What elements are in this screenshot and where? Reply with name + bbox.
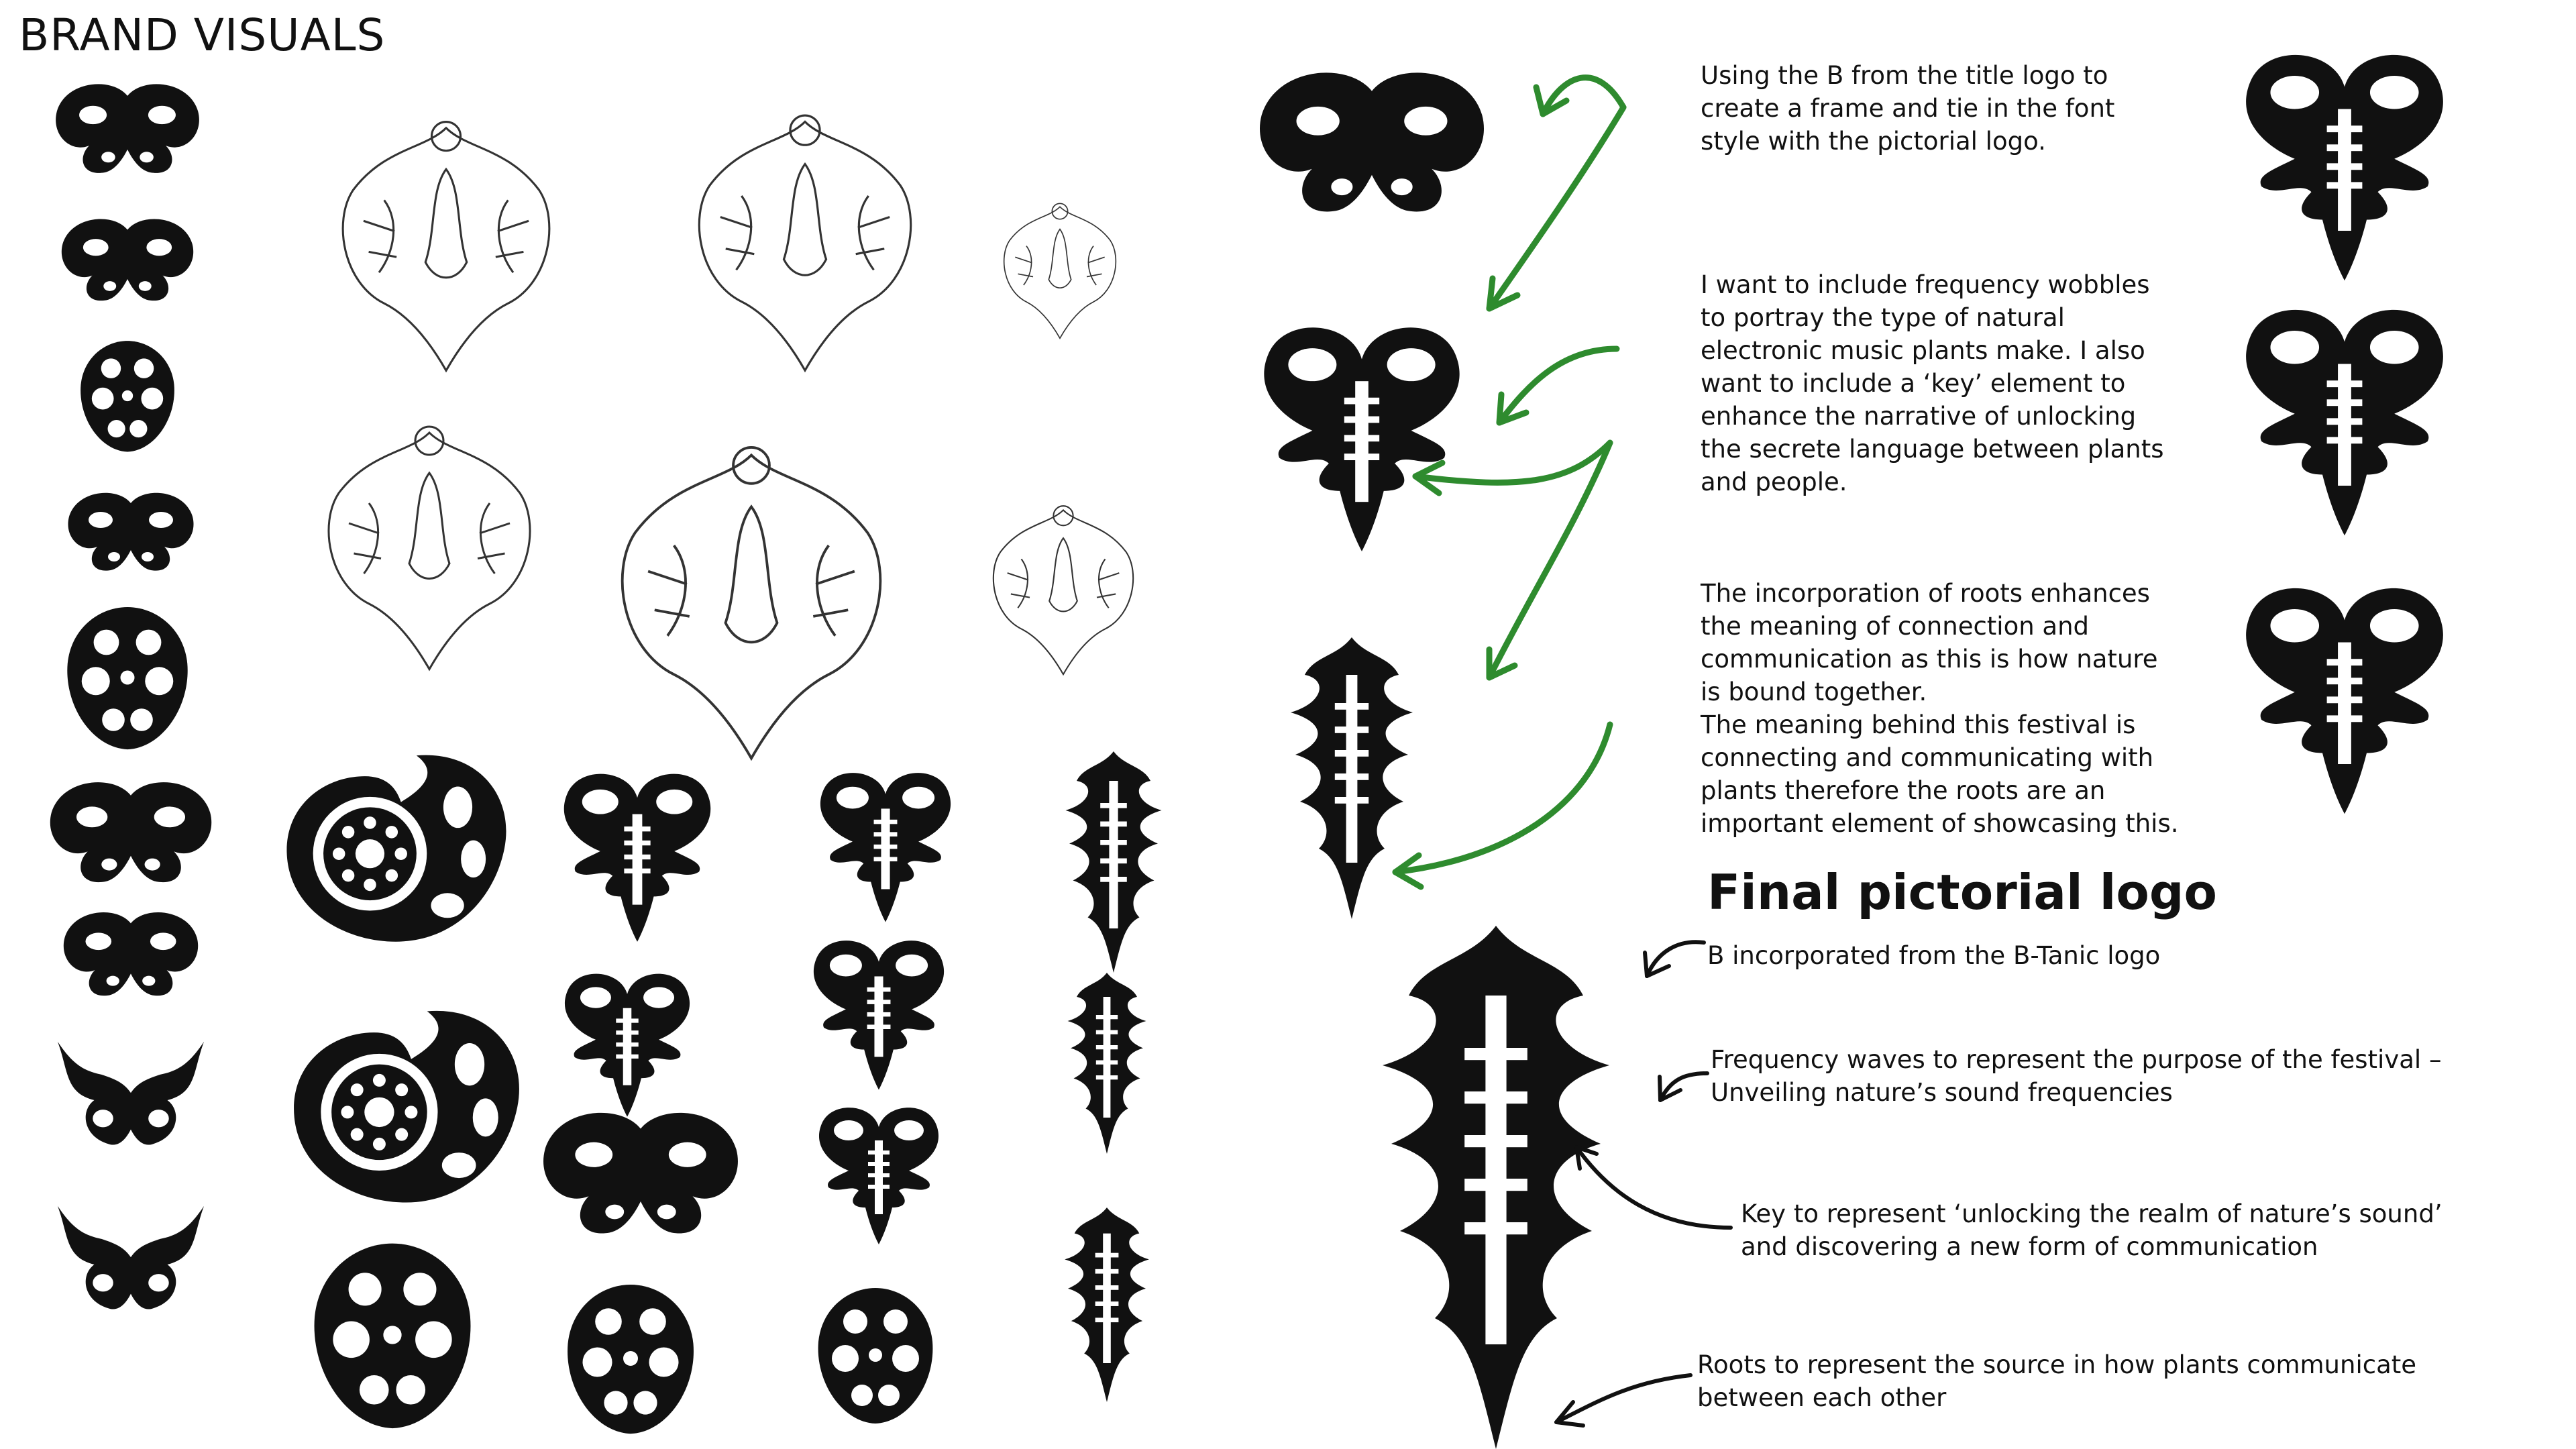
spiral-motif bbox=[272, 738, 520, 959]
heart-logo-motif bbox=[44, 778, 218, 899]
note-roots: The incorporation of roots enhances the meaning of connection and communication as this is how nature is bound together. The meaning behind this festival is connecting and communicating with plants therefore the roots are an important element of showcasing this. bbox=[1701, 579, 2179, 838]
cells-motif bbox=[755, 1281, 996, 1429]
outline-sketch bbox=[993, 114, 1127, 423]
cells-motif bbox=[54, 335, 201, 456]
note-frequency: I want to include frequency wobbles to portray the type of natural electronic music plants make. I also want to include a ‘key’ element to enhance the narrative of unlocking the secrete language between plants and people. bbox=[1701, 270, 2164, 496]
progression-step-2 bbox=[1221, 315, 1503, 557]
blot-motif bbox=[27, 80, 228, 188]
note-frame: Using the B from the title logo to create a frame and tie in the font style with the pictorial logo. bbox=[1701, 61, 2115, 156]
blot-motif bbox=[40, 490, 221, 584]
blot-motif bbox=[57, 215, 198, 315]
cells-motif bbox=[252, 1234, 533, 1436]
totem-motif bbox=[1013, 751, 1214, 973]
green-arrow bbox=[1489, 443, 1610, 678]
heart-logo-motif bbox=[778, 932, 979, 1093]
outline-sketch bbox=[577, 429, 926, 765]
heart-logo-motif bbox=[788, 1100, 969, 1248]
heart-logo-motif bbox=[771, 765, 1000, 926]
final-logo-heading: Final pictorial logo bbox=[1707, 864, 2217, 920]
annotation-roots: Roots to represent the source in how plants communicate between each other bbox=[1697, 1350, 2417, 1412]
heart-logo-motif bbox=[527, 966, 728, 1120]
logo-variant bbox=[2234, 40, 2455, 288]
annotation-frequency: Frequency waves to represent the purpose of the festival – Unveiling nature’s sound frequencies bbox=[1711, 1045, 2442, 1107]
blot-motif bbox=[44, 909, 218, 1010]
heart-logo-motif bbox=[530, 765, 745, 946]
outline-sketch bbox=[258, 107, 634, 376]
annotation-b: B incorporated from the B-Tanic logo bbox=[1707, 941, 2161, 970]
blot-motif bbox=[537, 1107, 745, 1254]
logo-variant bbox=[2234, 295, 2455, 543]
thorn-motif bbox=[50, 1040, 211, 1161]
logo-variant bbox=[2234, 570, 2455, 825]
annotation-key: Key to represent ‘unlocking the realm of nature’s sound’ and discovering a new form of communication bbox=[1741, 1199, 2443, 1261]
cells-motif bbox=[557, 1275, 704, 1442]
totem-motif bbox=[1026, 973, 1187, 1154]
totem-motif bbox=[1043, 1208, 1171, 1402]
green-arrow bbox=[1489, 107, 1623, 309]
spiral-motif bbox=[278, 993, 533, 1221]
green-arrow bbox=[1499, 349, 1617, 423]
outline-sketch bbox=[644, 101, 966, 376]
progression-step-1 bbox=[1238, 67, 1506, 235]
page-title: BRAND VISUALS bbox=[19, 9, 386, 61]
outline-sketch bbox=[309, 389, 550, 698]
thorn-motif bbox=[50, 1194, 211, 1335]
outline-sketch bbox=[979, 443, 1147, 731]
progression-step-3 bbox=[1224, 637, 1479, 919]
final-pictorial-logo bbox=[1275, 926, 1717, 1449]
green-arrow bbox=[1543, 78, 1623, 114]
cells-motif bbox=[57, 597, 198, 758]
